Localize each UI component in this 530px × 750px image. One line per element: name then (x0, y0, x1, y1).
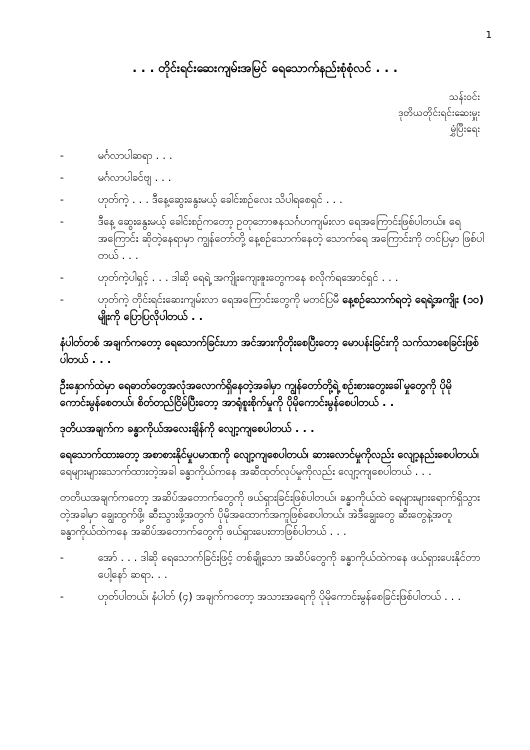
dialogue-text: အော် . . . ဒါဆို ရေသောက်ခြင်းဖြင့် တစ်ချို့သော အဆိပ်တွေကို ခန္ဓာကိုယ်ထဲကနေ ဖယ်ရှားပေးနိုင်တာပေါ့နော် ဆရာ. . . (98, 552, 481, 581)
dialogue-line (60, 214, 485, 265)
bullet-dash: - (60, 272, 64, 284)
byline (330, 90, 480, 138)
dialogue-text: ဒီနေ့ ဆွေးနွေးမယ့် ခေါင်းစဉ်ကတော့ ဥတုဘောဇနသင်္ဂဟကျမ်းလာ ရေအကြောင်းဖြစ်ပါတယ်။ ရေအကြောင်း ဆိုတဲ့နေရာမှာ ကျွန်တော်တို့ နေ့စဉ်သောက်နေတဲ့ သောက်ရေ အကြောင်းကို တင်ပြမှာ ဖြစ်ပါတယ် . . . (98, 216, 485, 262)
bullet-dash: - (60, 172, 64, 184)
dialogue-line (60, 192, 485, 209)
bullet-dash: - (60, 194, 64, 206)
dialogue-text: ဟုတ်ကဲ့ တိုင်းရင်းဆေးကျမ်းလာ ရေအကြောင်းတွေကို မတင်ပြမီ (98, 294, 340, 306)
author-position: ဒုတိယတိုင်းရင်းဆေးမှူး (398, 108, 480, 119)
paragraph-point-3: တတိယအချက်ကတော့ အဆိပ်အတောက်တွေကို ဖယ်ရှားခြင်းဖြစ်ပါတယ်၊ ခန္ဓာကိုယ်ထဲ ရေများများရောက်ရှိသွားတဲ့အခါမှာ ချွေးထွက်ဖို့၊ ဆီးသွားဖို့အတွက် ပိုမိုအထောက်အကူဖြစ်စေပါတယ်၊ အဲဒီချွေးတွေ ဆီးတွေနဲ့အတူ ခန္ဓာကိုယ်ထဲကနေ အဆိပ်အတောက်တွေကို ဖယ်ရှားပေးတာဖြစ်ပါတယ် . . . (60, 492, 480, 538)
author-name: သန်းဝင်း (448, 92, 480, 103)
bullet-dash: - (60, 150, 64, 162)
bullet-dash: - (60, 552, 64, 564)
dialogue-text: မင်္ဂလာပါခင်ဗျ . . . (98, 172, 172, 184)
dialogue-line (60, 170, 485, 187)
bullet-dash: - (60, 591, 64, 603)
dialogue-text: မင်္ဂလာပါဆရာ . . . (98, 150, 173, 162)
paragraph-point-2: ဒုတိယအချက်က ခန္ဓာကိုယ်အလေးချိန်ကို လျော့ကျစေပါတယ် . . . (60, 423, 315, 435)
dialogue-line (60, 270, 485, 287)
document-body (60, 148, 485, 611)
dialogue-line (60, 550, 485, 584)
dialogue-line (60, 292, 485, 326)
paragraph-brain: ဦးနှောက်ထဲမှာ ရေဓာတ်တွေအလုံအလောက်ရှိနေတဲ့အခါမှာ ကျွန်တော်တို့ရဲ့ စဉ်းစားတွေးခေါ်မှုတွေကို ပိုမိုကောင်းမွန်စေတယ်၊ စိတ်တည်ငြိမ်ပြီးတော့ အာရုံစူးစိုက်မှုကို ပိုမိုကောင်းမွန်စေပါတယ် . . (60, 380, 452, 409)
dialogue-text: ဟုတ်ပါတယ်၊ နံပါတ် (၄) အချက်ကတော့ အသားအရေကို ပိုမိုကောင်းမွန်စေခြင်းဖြစ်ပါတယ် . . . (98, 591, 461, 603)
dialogue-text: ဟုတ်ကဲ့ . . . ဒီနေ့ဆွေးနွေးမယ့် ခေါင်းစဉ်လေး သိပါရစေရှင် . . . (98, 194, 343, 206)
document-title: . . . တိုင်းရင်းဆေးကျမ်းအမြင် ရေသောက်နည်းစုံစုံလင် . . . (132, 61, 398, 75)
dialogue-line (60, 148, 485, 165)
paragraph-point-1: နံပါတ်တစ် အချက်ကတော့ ရေသောက်ခြင်းဟာ အင်အားကိုတိုးစေပြီးတော့ မောပန်းခြင်းကို သက်သာစေခြင်းဖြစ်ပါတယ် . . . (60, 337, 479, 366)
paragraph-appetite-bold: ရေသောက်ထားတော့ အစာစားနိုင်မှုပမာဏကို လျော့ကျစေပါတယ်၊ ဆားလောင်မှုကိုလည်း လျော့နည်းစေပါတယ်၊ (60, 449, 479, 461)
dialogue-line (60, 589, 485, 606)
author-note: မွှံပြီးရေး (450, 124, 480, 135)
paragraph-appetite (60, 447, 485, 481)
dialogue-text: ဟုတ်ကဲ့ပါရှင့် . . . ဒါဆို ရေရဲ့ အကျိုးကျေးဇူးတွေကနေ စလိုက်ရအောင်ရှင် . . . (98, 272, 399, 284)
page-number: 1 (485, 30, 492, 41)
bullet-dash: - (60, 294, 64, 306)
dialogue-text-bold: နေ့စဉ်သောက်ရတဲ့ ရေရဲ့အကျိုး (၁၀) မျိုးကို ပြောပြလိုပါတယ် . . (98, 294, 484, 323)
paragraph-appetite-normal: ရေများများသောက်ထားတဲ့အခါ ခန္ဓာကိုယ်ကနေ အဆီထုတ်လုပ်မှုကိုလည်း လျော့ကျစေပါတယ် . . . (60, 466, 432, 478)
bullet-dash: - (60, 216, 64, 228)
